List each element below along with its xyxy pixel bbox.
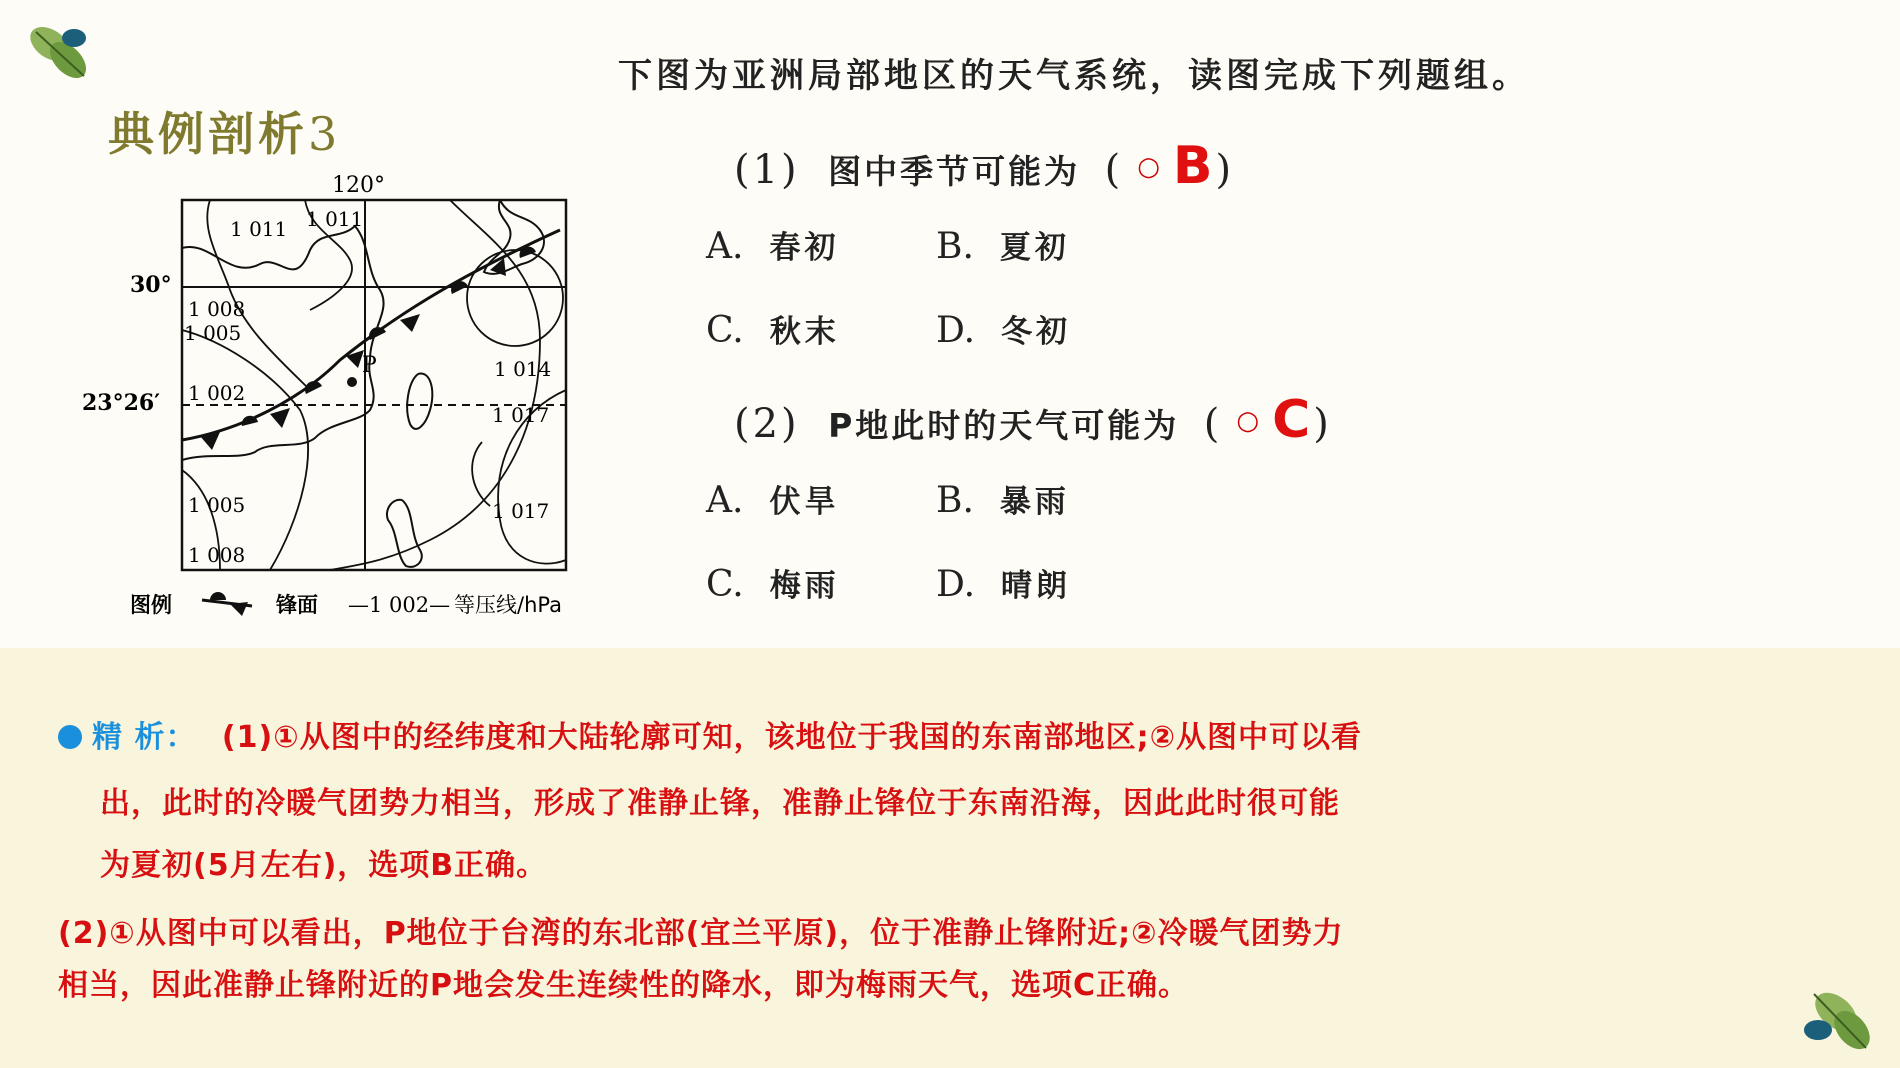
isobar-label: 1 017	[492, 499, 550, 523]
question-1	[734, 136, 1234, 196]
question-text: P地此时的天气可能为	[828, 406, 1180, 445]
option-text: 夏初	[999, 230, 1070, 266]
option-text: 秋末	[769, 314, 840, 350]
option-c	[706, 306, 840, 351]
question-intro: 下图为亚洲局部地区的天气系统，读图完成下列题组。	[618, 56, 1530, 96]
option-letter: B.	[936, 226, 974, 267]
option-c	[706, 560, 840, 605]
option-b	[936, 222, 1070, 267]
question-text: 图中季节可能为	[828, 152, 1081, 191]
map-lon-label: 120°	[332, 173, 385, 198]
map-lat-2326: 23°26′	[82, 390, 161, 416]
analysis-label: 精 析：	[92, 720, 197, 755]
isobar-label: 1 008	[188, 543, 246, 567]
question-number: (1)	[734, 147, 800, 193]
section-title-number: 3	[308, 107, 342, 161]
legend-front-label: 锋面	[276, 593, 318, 617]
question-open-paren: (	[1104, 147, 1124, 193]
question-answer: C	[1272, 390, 1314, 450]
option-text: 暴雨	[999, 484, 1070, 520]
section-title	[108, 98, 341, 164]
isobar-label: 1 017	[492, 403, 550, 427]
analysis-line-5: 相当，因此准静止锋附近的P地会发生连续性的降水，即为梅雨天气，选项C正确。	[58, 968, 1190, 1003]
option-d	[936, 560, 1071, 605]
option-letter: C.	[706, 564, 744, 605]
option-letter: B.	[936, 480, 974, 521]
leaf-icon	[22, 14, 100, 88]
option-text: 伏旱	[769, 484, 840, 520]
section-title-text: 典例剖析	[108, 107, 308, 161]
question-2	[734, 390, 1332, 450]
map-lat-30: 30°	[130, 272, 172, 298]
legend-isobar-label: 等压线/hPa	[454, 593, 562, 617]
question-number: (2)	[734, 401, 800, 447]
option-a	[706, 222, 839, 267]
circle-marker-icon: ○	[1236, 406, 1263, 436]
option-text: 冬初	[1001, 314, 1072, 350]
isobar-label: 1 005	[184, 321, 242, 345]
circle-marker-icon: ○	[1137, 152, 1163, 182]
option-d	[936, 306, 1071, 351]
analysis-line-3: 为夏初(5月左右)，选项B正确。	[100, 848, 548, 883]
option-b	[936, 476, 1070, 521]
weather-map	[70, 160, 630, 630]
analysis-line-1	[58, 712, 1362, 756]
question-open-paren: (	[1203, 401, 1223, 447]
legend-title: 图例	[130, 593, 172, 617]
isobar-label: 1 002	[188, 381, 246, 405]
option-a	[706, 476, 839, 521]
analysis-line-4: (2)①从图中可以看出，P地位于台湾的东北部(宜兰平原)，位于准静止锋附近;②冷暖气团势力	[58, 916, 1344, 951]
analysis-text: (1)①从图中的经纬度和大陆轮廓可知，该地位于我国的东南部地区;②从图中可以看	[221, 720, 1362, 755]
bullet-dot-icon	[58, 725, 82, 749]
isobar-label: 1 005	[188, 493, 246, 517]
legend-isobar-sample: —1 002—	[348, 593, 451, 617]
option-letter: D.	[936, 564, 976, 605]
isobar-label: 1 011	[230, 217, 288, 241]
option-text: 晴朗	[1001, 568, 1072, 604]
option-letter: A.	[706, 480, 744, 521]
option-text: 春初	[769, 230, 840, 266]
option-letter: C.	[706, 310, 744, 351]
isobar-label: 1 014	[494, 357, 552, 381]
isobar-label: 1 011	[306, 207, 364, 231]
analysis-line-2: 出，此时的冷暖气团势力相当，形成了准静止锋，准静止锋位于东南沿海，因此此时很可能	[100, 786, 1340, 821]
question-answer: B	[1172, 136, 1216, 196]
question-close-paren: )	[1215, 147, 1235, 193]
map-point-label: P	[362, 353, 377, 378]
option-letter: D.	[936, 310, 976, 351]
question-close-paren: )	[1313, 401, 1332, 447]
isobar-label: 1 008	[188, 297, 246, 321]
option-text: 梅雨	[769, 568, 840, 604]
option-letter: A.	[706, 226, 744, 267]
leaf-icon	[1796, 978, 1880, 1056]
